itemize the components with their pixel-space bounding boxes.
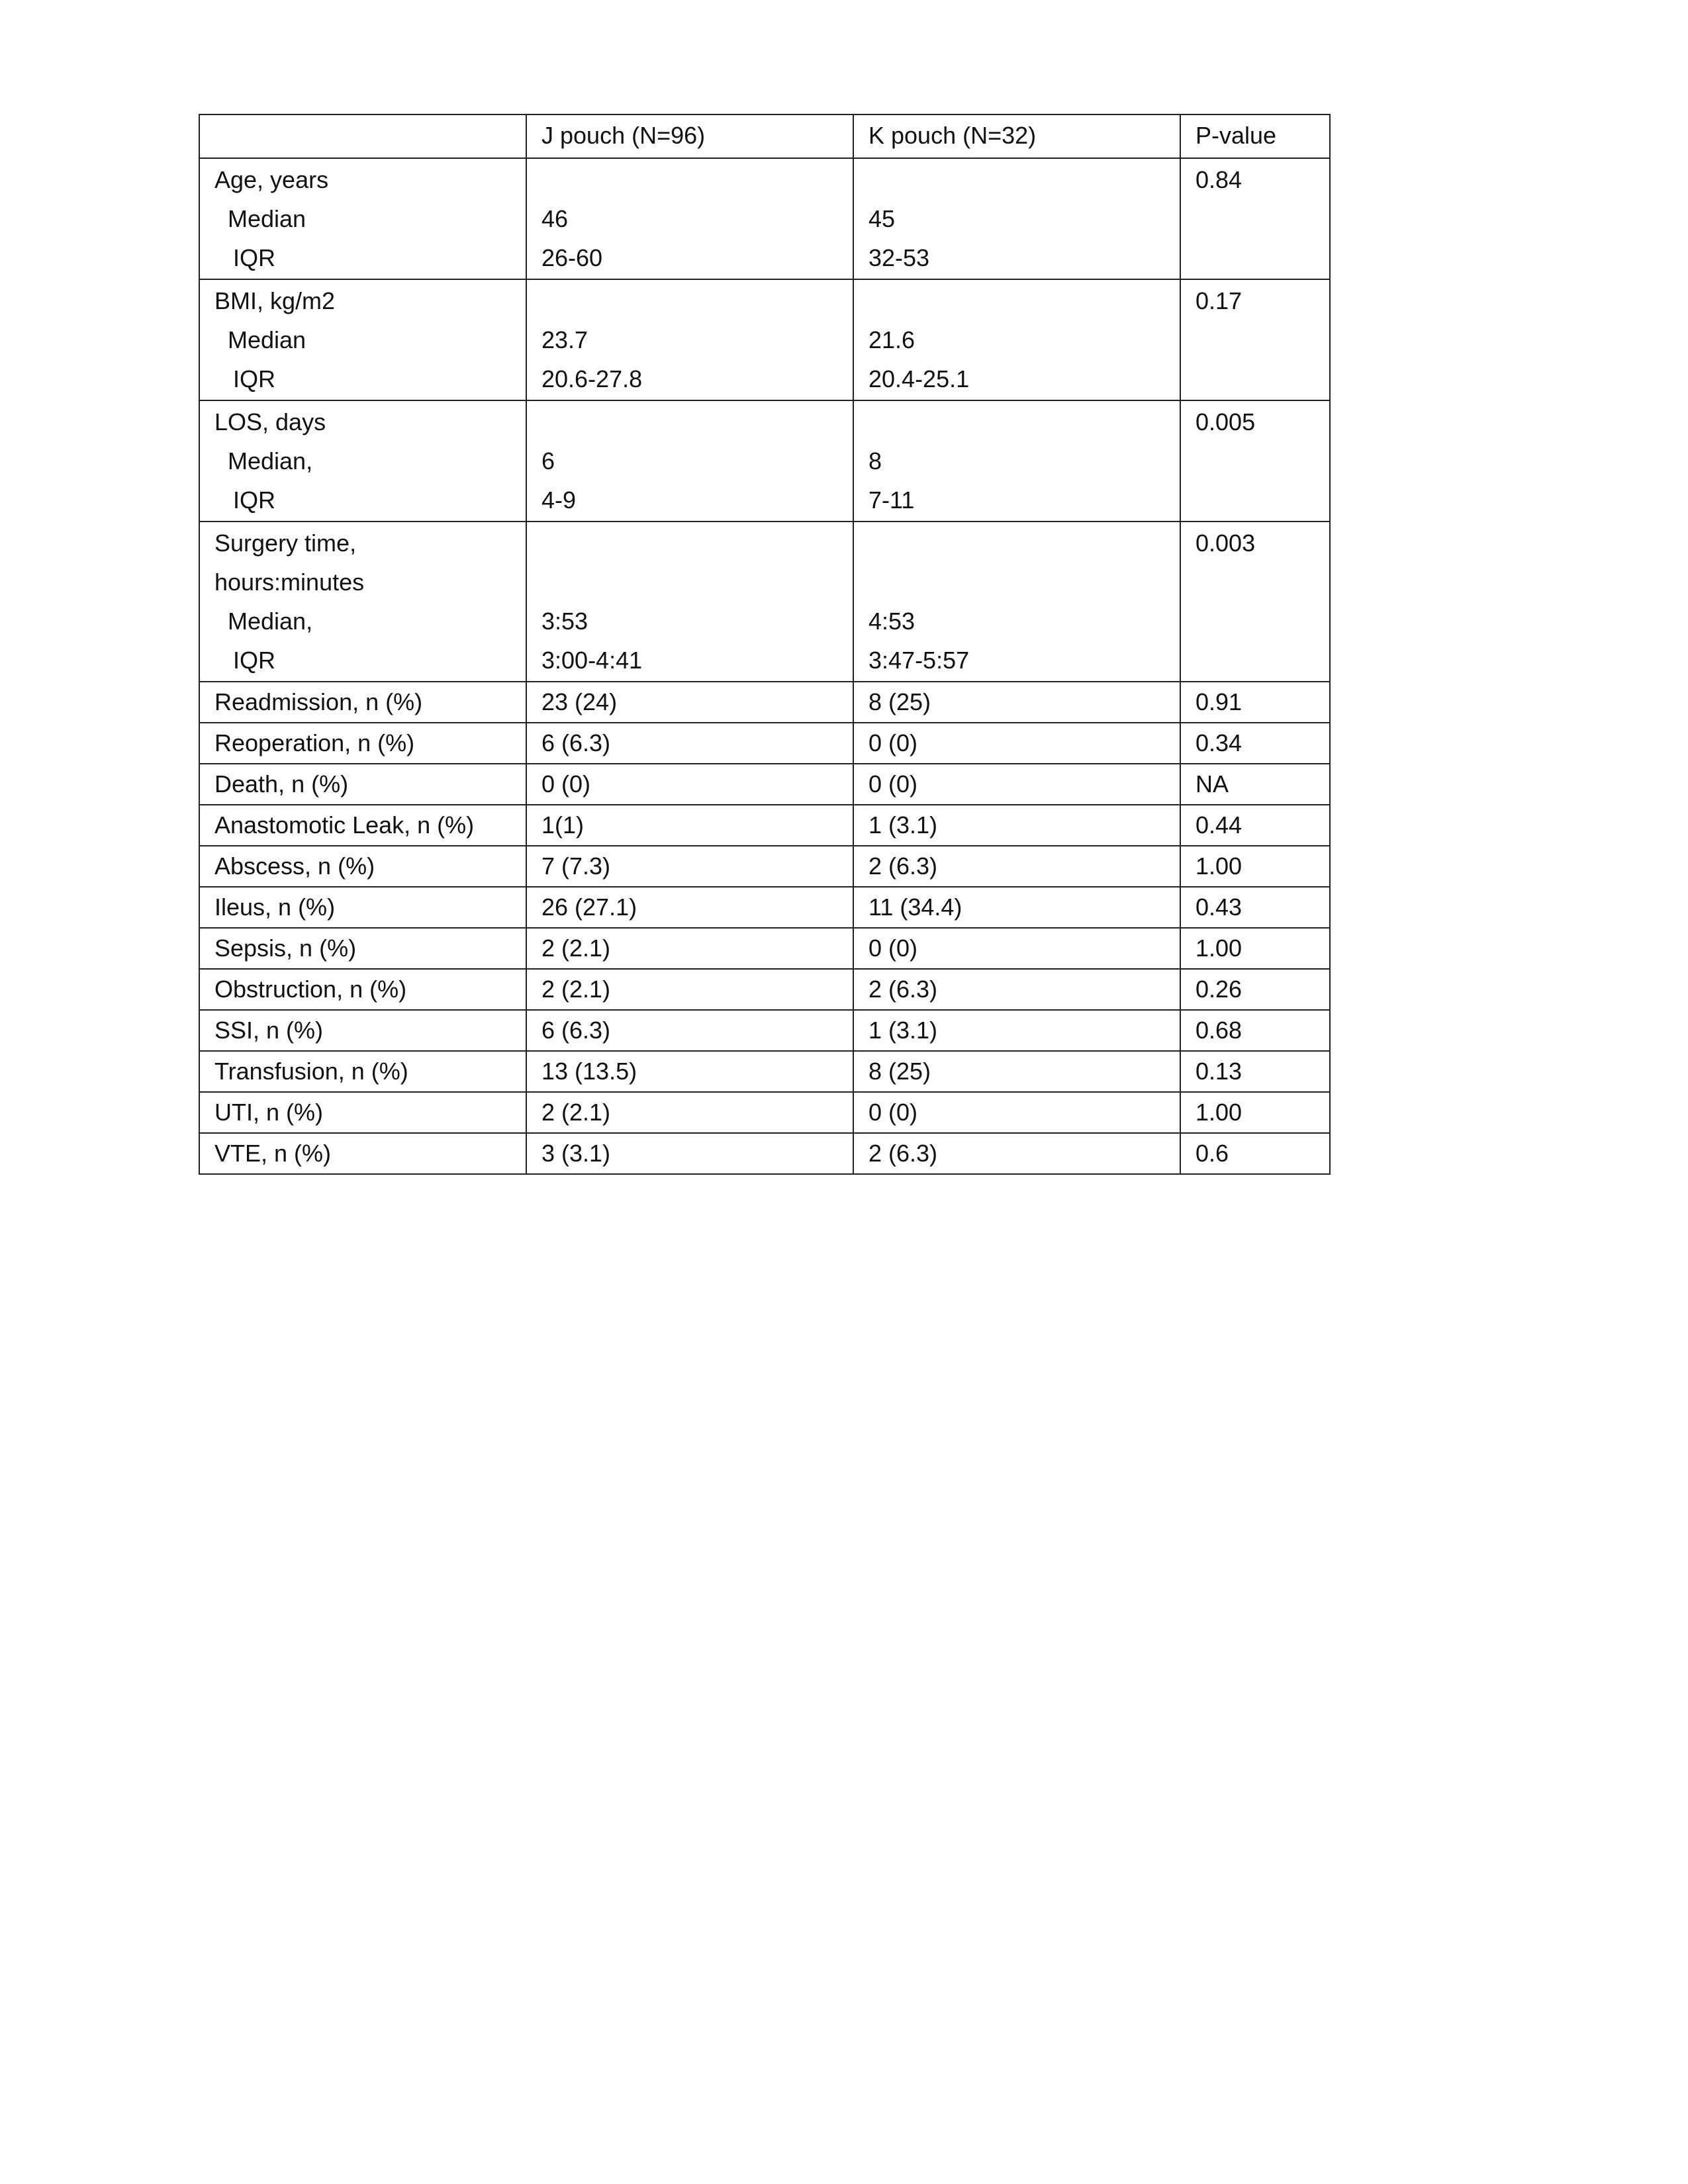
table-row (199, 1051, 1330, 1092)
row-label-cell (199, 522, 526, 682)
j-pouch-value: 2 (2.1) (526, 1092, 853, 1133)
header-cell-p-value: P-value (1180, 114, 1330, 158)
header-cell-k-pouch: K pouch (N=32) (853, 114, 1180, 158)
k-iqr-value: 3:47-5:57 (868, 647, 970, 674)
p-value: 0.84 (1196, 166, 1243, 193)
row-label: Transfusion, n (%) (199, 1051, 526, 1092)
table-header-row (199, 114, 1330, 158)
iqr-label: IQR (233, 647, 276, 674)
k-median-value: 8 (868, 447, 882, 475)
p-value: 0.34 (1180, 723, 1330, 764)
k-pouch-value: 0 (0) (853, 928, 1180, 969)
k-pouch-value: 0 (0) (853, 1092, 1180, 1133)
k-pouch-cell (853, 279, 1180, 400)
table-row (199, 969, 1330, 1010)
j-pouch-value: 23 (24) (526, 682, 853, 723)
j-iqr-value: 4-9 (541, 486, 577, 514)
p-value-cell (1180, 522, 1330, 682)
j-pouch-value: 0 (0) (526, 764, 853, 805)
iqr-label: IQR (233, 486, 276, 514)
iqr-label: IQR (233, 244, 276, 271)
p-value-cell (1180, 400, 1330, 522)
row-label: Age, years (214, 166, 329, 193)
k-pouch-cell (853, 522, 1180, 682)
p-value: NA (1180, 764, 1330, 805)
j-pouch-value: 6 (6.3) (526, 1010, 853, 1051)
header-cell-j-pouch: J pouch (N=96) (526, 114, 853, 158)
table-row (199, 682, 1330, 723)
p-value: 1.00 (1180, 846, 1330, 887)
j-median-value: 6 (541, 447, 555, 475)
j-iqr-value: 26-60 (541, 244, 603, 271)
j-pouch-value: 1(1) (526, 805, 853, 846)
p-value: 0.17 (1196, 287, 1243, 314)
p-value: 1.00 (1180, 928, 1330, 969)
iqr-label: IQR (233, 365, 276, 392)
row-label-cell (199, 158, 526, 279)
k-pouch-value: 2 (6.3) (853, 969, 1180, 1010)
j-pouch-value: 6 (6.3) (526, 723, 853, 764)
k-pouch-value: 2 (6.3) (853, 1133, 1180, 1174)
p-value: 0.26 (1180, 969, 1330, 1010)
p-value: 0.005 (1196, 408, 1256, 435)
table-row-los (199, 400, 1330, 522)
j-pouch-value: 2 (2.1) (526, 928, 853, 969)
row-label-continued: hours:minutes (214, 569, 365, 596)
table-row (199, 723, 1330, 764)
outcomes-table (199, 114, 1331, 1175)
row-label: Obstruction, n (%) (199, 969, 526, 1010)
p-value: 0.44 (1180, 805, 1330, 846)
row-label: UTI, n (%) (199, 1092, 526, 1133)
median-label: Median (228, 326, 306, 353)
j-pouch-value: 13 (13.5) (526, 1051, 853, 1092)
table-row-age (199, 158, 1330, 279)
header-cell-blank (199, 114, 526, 158)
k-median-value: 4:53 (868, 608, 915, 635)
row-label: Ileus, n (%) (199, 887, 526, 928)
k-median-value: 45 (868, 205, 896, 232)
p-value: 0.6 (1180, 1133, 1330, 1174)
p-value: 0.68 (1180, 1010, 1330, 1051)
row-label: VTE, n (%) (199, 1133, 526, 1174)
row-label: LOS, days (214, 408, 326, 435)
k-median-value: 21.6 (868, 326, 915, 353)
j-pouch-cell (526, 158, 853, 279)
k-pouch-value: 8 (25) (853, 1051, 1180, 1092)
row-label: Reoperation, n (%) (199, 723, 526, 764)
row-label-cell (199, 400, 526, 522)
j-median-value: 46 (541, 205, 569, 232)
k-pouch-value: 2 (6.3) (853, 846, 1180, 887)
p-value: 0.91 (1180, 682, 1330, 723)
p-value-cell (1180, 158, 1330, 279)
row-label: Surgery time, (214, 529, 357, 557)
j-pouch-cell (526, 279, 853, 400)
row-label-cell (199, 279, 526, 400)
j-pouch-value: 7 (7.3) (526, 846, 853, 887)
table-row (199, 805, 1330, 846)
j-iqr-value: 3:00-4:41 (541, 647, 643, 674)
j-iqr-value: 20.6-27.8 (541, 365, 643, 392)
k-pouch-value: 0 (0) (853, 764, 1180, 805)
row-label: Abscess, n (%) (199, 846, 526, 887)
p-value: 0.003 (1196, 529, 1256, 557)
table-row (199, 1092, 1330, 1133)
p-value: 1.00 (1180, 1092, 1330, 1133)
row-label: Death, n (%) (199, 764, 526, 805)
table-row (199, 887, 1330, 928)
median-label: Median, (228, 447, 313, 475)
k-iqr-value: 20.4-25.1 (868, 365, 970, 392)
table-row-bmi (199, 279, 1330, 400)
row-label: BMI, kg/m2 (214, 287, 336, 314)
table-row (199, 1133, 1330, 1174)
j-pouch-value: 26 (27.1) (526, 887, 853, 928)
table-row (199, 1010, 1330, 1051)
j-pouch-cell (526, 522, 853, 682)
j-pouch-value: 3 (3.1) (526, 1133, 853, 1174)
k-iqr-value: 32-53 (868, 244, 930, 271)
median-label: Median (228, 205, 306, 232)
table-row (199, 846, 1330, 887)
p-value-cell (1180, 279, 1330, 400)
row-label: Readmission, n (%) (199, 682, 526, 723)
row-label: Anastomotic Leak, n (%) (199, 805, 526, 846)
table-row-surgery-time (199, 522, 1330, 682)
k-pouch-value: 8 (25) (853, 682, 1180, 723)
median-label: Median, (228, 608, 313, 635)
table-row (199, 764, 1330, 805)
k-pouch-value: 1 (3.1) (853, 805, 1180, 846)
k-pouch-cell (853, 158, 1180, 279)
k-pouch-value: 0 (0) (853, 723, 1180, 764)
row-label: SSI, n (%) (199, 1010, 526, 1051)
j-median-value: 3:53 (541, 608, 588, 635)
table-row (199, 928, 1330, 969)
j-pouch-value: 2 (2.1) (526, 969, 853, 1010)
k-iqr-value: 7-11 (868, 486, 915, 514)
j-median-value: 23.7 (541, 326, 588, 353)
j-pouch-cell (526, 400, 853, 522)
k-pouch-cell (853, 400, 1180, 522)
p-value: 0.13 (1180, 1051, 1330, 1092)
row-label: Sepsis, n (%) (199, 928, 526, 969)
k-pouch-value: 1 (3.1) (853, 1010, 1180, 1051)
p-value: 0.43 (1180, 887, 1330, 928)
k-pouch-value: 11 (34.4) (853, 887, 1180, 928)
